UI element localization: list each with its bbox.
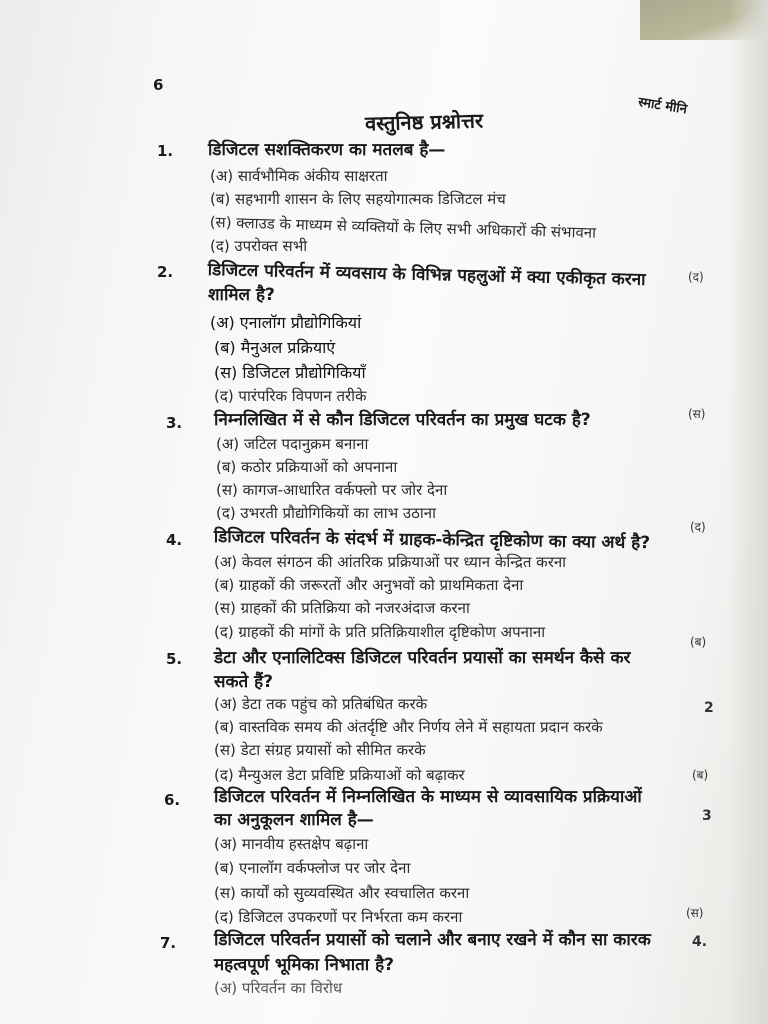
option: (ब) एनालॉग वर्कफ्लोज पर जोर देना [214, 859, 411, 877]
question-number: 2. [157, 263, 174, 281]
option: (स) कार्यों को सुव्यवस्थित और स्वचालित करना [214, 884, 470, 902]
question-text: शामिल है? [208, 285, 275, 305]
page-number: 6 [153, 76, 164, 94]
option: (ब) कठोर प्रक्रियाओं को अपनाना [216, 458, 398, 476]
question-text: डिजिटल परिवर्तन में निम्नलिखित के माध्यम से व्यावसायिक प्रक्रियाओं [214, 787, 642, 807]
option: (स) डेटा संग्रह प्रयासों को सीमित करके [214, 741, 426, 759]
option: (अ) मानवीय हस्तक्षेप बढ़ाना [214, 835, 369, 853]
option: (स) क्लाउड के माध्यम से व्यक्तियों के लिए सभी अधिकारों की संभावना [209, 212, 597, 242]
running-head: स्मार्ट मीनि [637, 94, 688, 118]
section-title: वस्तुनिष्ठ प्रश्नोत्तर [364, 108, 484, 136]
question-number: 3. [166, 414, 183, 432]
option: (अ) एनालॉग प्रौद्योगिकियां [210, 313, 362, 332]
option: (द) उभरती प्रौद्योगिकियों का लाभ उठाना [216, 504, 436, 522]
option: (ब) ग्राहकों की जरूरतों और अनुभवों को प्राथमिकता देना [214, 576, 524, 594]
option: (अ) सार्वभौमिक अंकीय साक्षरता [210, 167, 388, 185]
edge-mark: 3 [702, 808, 712, 824]
option: (ब) वास्तविक समय की अंतर्दृष्टि और निर्णय लेने में सहायता प्रदान करके [214, 718, 603, 736]
option: (ब) सहभागी शासन के लिए सहयोगात्मक डिजिटल मंच [210, 190, 506, 208]
option: (द) मैन्युअल डेटा प्रविष्टि प्रक्रियाओं को बढ़ाकर [214, 766, 465, 784]
question-text: डिजिटल परिवर्तन के संदर्भ में ग्राहक-केन्द्रित दृष्टिकोण का क्या अर्थ है? [213, 526, 651, 554]
edge-mark: 4. [692, 934, 708, 950]
option: (अ) जटिल पदानुक्रम बनाना [216, 435, 369, 453]
question-number: 6. [164, 791, 181, 809]
question-text: निम्नलिखित में से कौन डिजिटल परिवर्तन का प्रमुख घटक है? [214, 410, 591, 430]
question-number: 7. [160, 934, 177, 952]
edge-mark: 2 [704, 700, 714, 716]
answer-mark: (स) [686, 906, 704, 920]
option: (द) ग्राहकों की मांगों के प्रति प्रतिक्रियाशील दृष्टिकोण अपनाना [214, 623, 546, 641]
option: (अ) डेटा तक पहुंच को प्रतिबंधित करके [214, 695, 428, 713]
option: (द) उपरोक्त सभी [210, 237, 308, 255]
answer-mark: (द) [690, 520, 706, 534]
option: (अ) परिवर्तन का विरोध [214, 979, 343, 997]
question-text: डिजिटल परिवर्तन प्रयासों को चलाने और बनाए रखने में कौन सा कारक [214, 930, 651, 950]
question-text: डिजिटल सशक्तिकरण का मतलब है— [208, 140, 446, 160]
question-text: महत्वपूर्ण भूमिका निभाता है? [214, 955, 395, 975]
answer-mark: (स) [688, 407, 706, 421]
option: (स) ग्राहकों की प्रतिक्रिया को नजरअंदाज करना [214, 599, 470, 617]
answer-mark: (द) [688, 270, 704, 284]
question-number: 4. [166, 531, 183, 549]
option: (अ) केवल संगठन की आंतरिक प्रक्रियाओं पर ध्यान केन्द्रित करना [214, 553, 567, 571]
option: (स) डिजिटल प्रौद्योगिकियाँ [214, 363, 366, 382]
answer-mark: (ब) [692, 768, 709, 782]
option: (द) पारंपरिक विपणन तरीके [214, 387, 367, 405]
question-number: 5. [166, 650, 183, 668]
question-text: सकते हैं? [214, 672, 274, 692]
question-text: डिजिटल परिवर्तन में व्यवसाय के विभिन्न पहलुओं में क्या एकीकृत करना [207, 259, 646, 290]
page-shadow-right [728, 0, 768, 1024]
question-number: 1. [157, 142, 174, 160]
answer-mark: (ब) [690, 635, 707, 649]
question-text: का अनुकूलन शामिल है— [214, 810, 374, 830]
option: (स) कागज-आधारित वर्कफ्लो पर जोर देना [216, 481, 448, 499]
option: (ब) मैनुअल प्रक्रियाएं [214, 338, 336, 357]
question-text: डेटा और एनालिटिक्स डिजिटल परिवर्तन प्रयासों का समर्थन कैसे कर [214, 648, 631, 668]
option: (द) डिजिटल उपकरणों पर निर्भरता कम करना [214, 908, 463, 926]
